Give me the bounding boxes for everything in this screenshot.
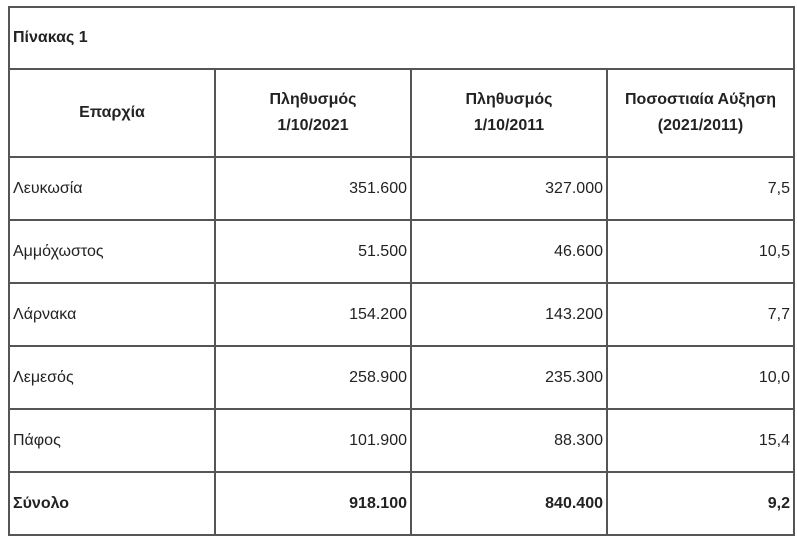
population-table [8, 6, 795, 536]
population-2011-cell: 327.000 [411, 157, 607, 220]
table-caption: Πίνακας 1 [9, 7, 794, 69]
header-row [9, 69, 794, 157]
header-growth [607, 69, 794, 157]
population-2021-cell: 101.900 [215, 409, 411, 472]
growth-cell: 10,0 [607, 346, 794, 409]
table-row [9, 409, 794, 472]
total-row [9, 472, 794, 535]
population-2021-cell: 351.600 [215, 157, 411, 220]
population-2011-cell: 143.200 [411, 283, 607, 346]
district-cell: Λεμεσός [9, 346, 215, 409]
header-population-2021 [215, 69, 411, 157]
growth-cell: 15,4 [607, 409, 794, 472]
header-population-2011-line1: Πληθυσμός [465, 91, 553, 108]
district-cell: Πάφος [9, 409, 215, 472]
population-2021-cell: 258.900 [215, 346, 411, 409]
growth-cell: 7,5 [607, 157, 794, 220]
header-population-2021-line1: Πληθυσμός [269, 91, 357, 108]
total-label-cell: Σύνολο [9, 472, 215, 535]
district-cell: Λάρνακα [9, 283, 215, 346]
header-population-2011 [411, 69, 607, 157]
population-2011-cell: 46.600 [411, 220, 607, 283]
population-table-container [8, 6, 793, 536]
district-cell: Λευκωσία [9, 157, 215, 220]
table-row [9, 283, 794, 346]
header-growth-line2: (2021/2011) [657, 117, 744, 134]
header-population-2021-line2: 1/10/2021 [277, 117, 349, 134]
population-2021-cell: 154.200 [215, 283, 411, 346]
header-district [9, 69, 215, 157]
header-district-text: Επαρχία [79, 104, 145, 121]
table-row [9, 157, 794, 220]
population-2011-cell: 88.300 [411, 409, 607, 472]
table-row [9, 346, 794, 409]
total-population-2011-cell: 840.400 [411, 472, 607, 535]
growth-cell: 10,5 [607, 220, 794, 283]
total-growth-cell: 9,2 [607, 472, 794, 535]
caption-row [9, 7, 794, 69]
population-2011-cell: 235.300 [411, 346, 607, 409]
total-population-2021-cell: 918.100 [215, 472, 411, 535]
header-population-2011-line2: 1/10/2011 [473, 117, 545, 134]
header-growth-line1: Ποσοστιαία Αύξηση [624, 91, 777, 108]
growth-cell: 7,7 [607, 283, 794, 346]
district-cell: Αμμόχωστος [9, 220, 215, 283]
table-row [9, 220, 794, 283]
population-2021-cell: 51.500 [215, 220, 411, 283]
